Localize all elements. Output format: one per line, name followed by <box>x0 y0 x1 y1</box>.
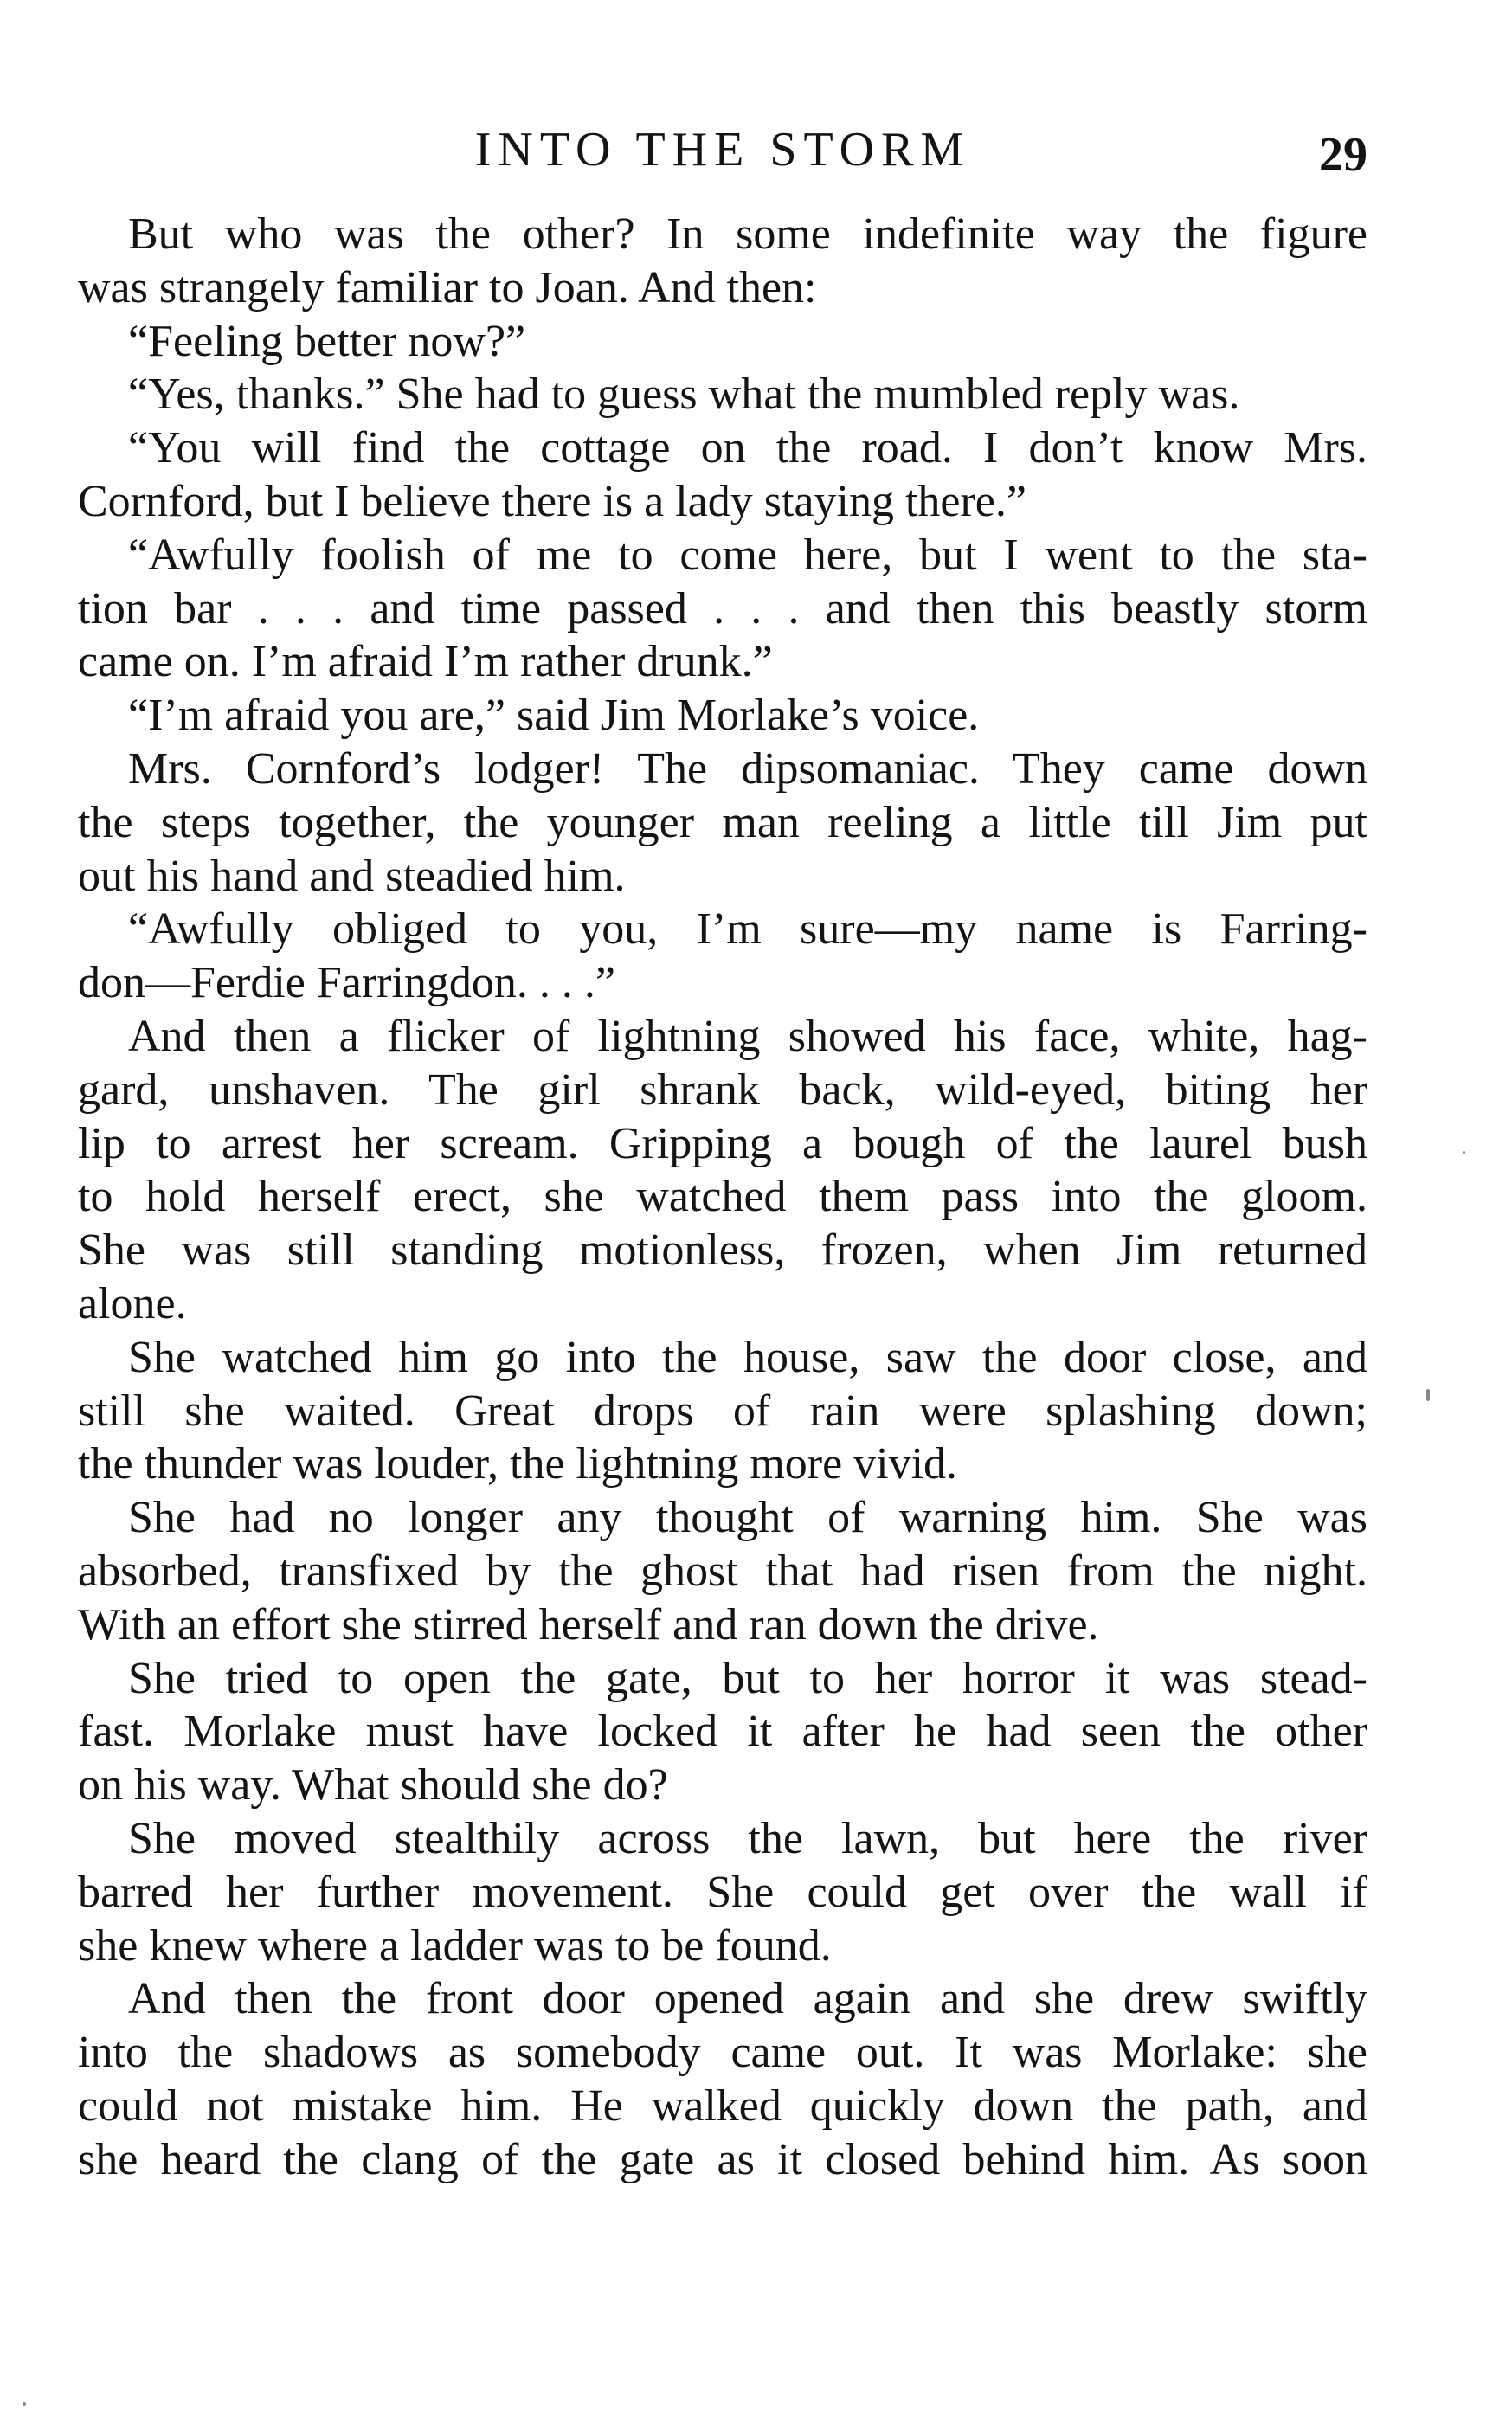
paragraph-line: Cornford, but I believe there is a lady staying there.” <box>78 476 1026 526</box>
paragraph-line: to hold herself erect, she watched them pass into the gloom. <box>78 1172 1367 1222</box>
body-text <box>78 208 1367 2186</box>
paragraph-line: alone. <box>78 1278 187 1328</box>
paragraph-line: absorbed, transfixed by the ghost that had risen from the night. <box>78 1546 1367 1596</box>
paragraph-first-line: “Feeling better now?” <box>128 316 526 366</box>
paragraph-first-line: And then the front door opened again and she drew swiftly <box>128 1974 1367 2024</box>
paragraph-line: tion bar . . . and time passed . . . and then this beastly storm <box>78 583 1367 633</box>
paragraph-line: she knew where a ladder was to be found. <box>78 1920 832 1971</box>
paragraph-first-line: She moved stealthily across the lawn, but here the river <box>128 1813 1367 1863</box>
scan-speck <box>23 2402 26 2406</box>
paragraph-first-line: She tried to open the gate, but to her horror it was stead- <box>128 1653 1367 1703</box>
paragraph-line: She was still standing motionless, frozen, when Jim returned <box>78 1225 1367 1276</box>
paragraph-line: fast. Morlake must have locked it after he had seen the other <box>78 1707 1367 1757</box>
paragraph-line: don—Ferdie Farringdon. . . .” <box>78 958 616 1008</box>
paragraph-line: came on. I’m afraid I’m rather drunk.” <box>78 637 773 687</box>
paragraph-first-line: But who was the other? In some indefinite way the figure <box>128 209 1367 259</box>
paragraph-first-line: “I’m afraid you are,” said Jim Morlake’s voice. <box>128 691 980 741</box>
paragraph-first-line: “Awfully obliged to you, I’m sure—my name is Farring- <box>128 904 1367 955</box>
paragraph-first-line: Mrs. Cornford’s lodger! The dipsomaniac. They came down <box>128 743 1367 794</box>
scan-speck <box>1426 1389 1430 1401</box>
paragraph-line: the thunder was louder, the lightning more vivid. <box>78 1439 958 1489</box>
paragraph-line: barred her further movement. She could get over the wall if <box>78 1867 1367 1917</box>
paragraph-line: was strangely familiar to Joan. And then: <box>78 262 817 312</box>
paragraph-line: out his hand and steadied him. <box>78 851 626 901</box>
paragraph-line: lip to arrest her scream. Gripping a bough of the laurel bush <box>78 1118 1367 1168</box>
paragraph-line: With an effort she stirred herself and ran down the drive. <box>78 1599 1099 1650</box>
paragraph-first-line: She watched him go into the house, saw the door close, and <box>128 1332 1367 1382</box>
paragraph-first-line: “Awfully foolish of me to come here, but I went to the sta- <box>128 530 1367 580</box>
paragraph-first-line: “Yes, thanks.” She had to guess what the mumbled reply was. <box>128 370 1240 420</box>
paragraph-line: gard, unshaven. The girl shrank back, wild-eyed, biting her <box>78 1064 1367 1115</box>
running-title: INTO THE STORM <box>474 123 971 177</box>
paragraph-line: could not mistake him. He walked quickly down the path, and <box>78 2080 1367 2131</box>
paragraph-line: on his way. What should she do? <box>78 1760 668 1810</box>
scan-speck <box>1463 1151 1465 1154</box>
page-number: 29 <box>1319 128 1367 182</box>
paragraph-line: into the shadows as somebody came out. It was Morlake: she <box>78 2028 1367 2078</box>
paragraph-first-line: And then a flicker of lightning showed his face, white, hag- <box>128 1011 1367 1061</box>
paragraph-first-line: “You will find the cottage on the road. I don’t know Mrs. <box>128 423 1367 473</box>
paragraph-line: she heard the clang of the gate as it closed behind him. As soon <box>78 2134 1367 2184</box>
page-header <box>78 119 1367 180</box>
paragraph-line: still she waited. Great drops of rain were splashing down; <box>78 1386 1367 1436</box>
paragraph-first-line: She had no longer any thought of warning him. She was <box>128 1493 1367 1543</box>
paragraph-line: the steps together, the younger man reeling a little till Jim put <box>78 797 1367 847</box>
